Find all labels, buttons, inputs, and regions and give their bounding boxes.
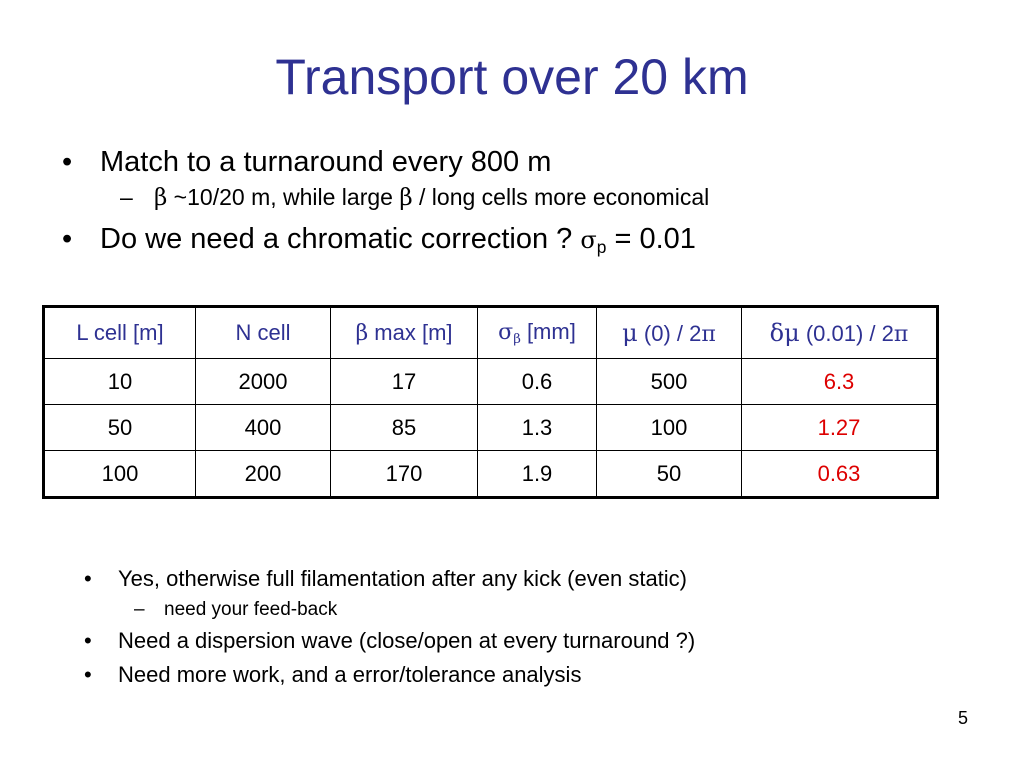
subscript: p	[596, 237, 607, 258]
header-cell: β max [m]	[331, 307, 478, 359]
bottom-bullet-list	[84, 562, 984, 692]
bullet-glyph: •	[84, 662, 92, 687]
bullet-glyph: •	[84, 566, 92, 591]
dash-glyph: –	[120, 184, 133, 210]
table-cell: 85	[331, 405, 478, 451]
table-cell: 170	[331, 451, 478, 498]
table-cell-highlight: 0.63	[742, 451, 938, 498]
table-cell: 1.3	[478, 405, 597, 451]
header-cell: L cell [m]	[44, 307, 196, 359]
top-bullet-list	[62, 142, 1002, 267]
sub-bullet-text: need your feed-back	[164, 599, 338, 620]
bullet-text: Yes, otherwise full filamentation after any kick (even static)	[118, 566, 688, 591]
table-cell: 50	[597, 451, 742, 498]
dash-glyph: –	[134, 599, 145, 620]
bullet-item	[84, 624, 984, 658]
table-cell: 400	[196, 405, 331, 451]
table-cell: 10	[44, 359, 196, 405]
table-row	[44, 451, 938, 498]
bullet-item	[84, 562, 984, 596]
page-number: 5	[957, 708, 968, 728]
bullet-glyph: •	[84, 628, 92, 653]
pi-symbol: π	[893, 322, 909, 347]
table-cell: 100	[597, 405, 742, 451]
slide-title: Transport over 20 km	[275, 49, 749, 105]
bullet-text: Do we need a chromatic correction ?	[100, 223, 581, 255]
table-cell-highlight: 1.27	[742, 405, 938, 451]
table-row	[44, 405, 938, 451]
table-cell: 2000	[196, 359, 331, 405]
table-cell-highlight: 6.3	[742, 359, 938, 405]
header-cell: $\sigma_\beta$ [mm]	[478, 307, 597, 359]
table-cell: 50	[44, 405, 196, 451]
sub-bullet-text: ~10/20 m, while large	[167, 184, 400, 210]
table-cell: 500	[597, 359, 742, 405]
table-cell: 0.6	[478, 359, 597, 405]
bullet-text: Need a dispersion wave (close/open at every turnaround ?)	[118, 628, 696, 653]
pi-symbol: π	[701, 322, 716, 347]
data-table-container	[42, 305, 939, 499]
header-cell: μ (0) / 2π	[597, 307, 742, 359]
table-row	[44, 359, 938, 405]
bullet-glyph: •	[62, 146, 73, 178]
beta-symbol: β	[355, 321, 369, 346]
beta-symbol: β	[399, 185, 413, 211]
sub-bullet-item	[84, 596, 984, 624]
sigma-symbol: σ	[580, 226, 597, 254]
table-header-row	[44, 307, 938, 359]
data-table	[42, 305, 939, 499]
delta-mu-symbol: δμ	[769, 319, 800, 347]
bullet-text: Match to a turnaround every 800 m	[100, 146, 552, 178]
bullet-text: = 0.01	[606, 223, 696, 255]
sigma-symbol: σ	[498, 320, 514, 346]
header-cell: N cell	[196, 307, 331, 359]
beta-symbol: β	[154, 185, 168, 211]
bullet-item	[62, 219, 1002, 267]
sub-bullet-text: / long cells more economical	[412, 184, 710, 210]
mu-symbol: μ	[622, 319, 638, 347]
table-cell: 1.9	[478, 451, 597, 498]
table-cell: 200	[196, 451, 331, 498]
subscript: β	[513, 331, 521, 347]
bullet-item	[84, 658, 984, 692]
bullet-item	[62, 142, 1002, 182]
sub-bullet-item	[62, 182, 1002, 213]
header-cell: δμ (0.01) / 2π	[742, 307, 938, 359]
bullet-glyph: •	[62, 223, 73, 255]
table-cell: 17	[331, 359, 478, 405]
table-cell: 100	[44, 451, 196, 498]
bullet-text: Need more work, and a error/tolerance analysis	[118, 662, 582, 687]
